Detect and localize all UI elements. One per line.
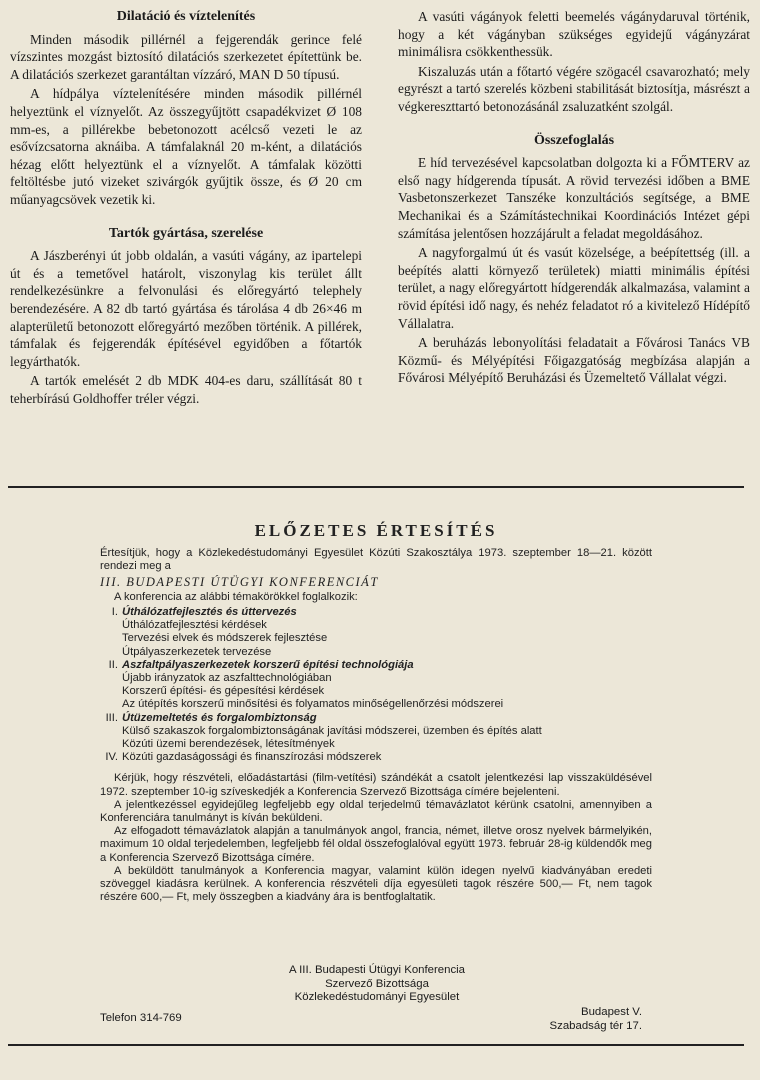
paragraph: Kiszaluzás után a főtartó végére szögacél csavarozható; mely egyrészt a tartó szerelés közbeni stabilitását biztosítja, másrészt a végkereszttartó betonozásánál zsaluzatként szolgál. [398, 63, 750, 114]
notice-paragraph: A beküldött tanulmányok a Konferencia magyar, valamint külön idegen nyelvű kiadványában eredeti szöveggel kiadásra kerülnek. A konferencia részvételi díja egyesületi tagok részére 500,— Ft, nem tagok részére 600,— Ft, mely összegben a kiadvány ára is bentfoglaltatik. [100, 864, 652, 904]
divider-top [8, 486, 744, 488]
notice-intro: Értesítjük, hogy a Közlekedéstudományi Egyesület Közúti Szakosztálya 1973. szeptember 18—21. között rendezi meg a [100, 547, 652, 573]
section-heading-summary: Összefoglalás [533, 132, 615, 148]
paragraph: Minden második pillérnél a fejgerendák gerince felé vízszintes mozgást biztosító dilatációs szerkezetet építettünk be. A dilatációs szerkezet garantáltan vízzáró, MAN D 50 típusú. [10, 31, 362, 82]
signature-block [262, 964, 492, 1005]
phone-number: Telefon 314-769 [100, 1012, 182, 1024]
right-column [398, 8, 750, 389]
subtopic: Korszerű építési- és gépesítési kérdések [122, 685, 325, 698]
paragraph: E híd tervezésével kapcsolatban dolgozta ki a FŐMTERV az első nagy hídgerenda típusát. A rövid tervezési időben a BME Vasbetonszerkezet Tanszéke konzultációs segítsége, a BME Mechanikai és a Számítástechnikai Koordinációs Intézet gépi számítása jelentősen hozzájárult a feladat megoldásához. [398, 155, 750, 241]
topics-intro: A konferencia az alábbi témakörökkel foglalkozik: [114, 590, 358, 603]
topic-title: Útüzemeltetés és forgalombiztonság [122, 711, 317, 724]
notice-paragraph: Kérjük, hogy részvételi, előadástartási (film-vetítési) szándékát a csatolt jelentkezési lap visszaküldésével 1972. szeptember 10-ig szíveskedjék a Konferencia Szervező Bizottsága címére bejelenteni. [100, 772, 652, 798]
section-heading-girders: Tartók gyártása, szerelése [108, 225, 264, 241]
divider-bottom [8, 1044, 744, 1046]
paragraph: A nagyforgalmú út és vasút közelsége, a beépítettség (ill. a beépítés alatti környező területek) miatti minimális építési terület, a nagy előregyártott hídgerendák alkalmazása, valamint a rövid építési idő nagy, és nehéz feladatot ró a kivitelező Hídépítő Vállalatra. [398, 245, 750, 331]
subtopic: Újabb irányzatok az aszfalttechnológiában [122, 672, 332, 685]
topic-item [100, 659, 652, 672]
subtopic: Tervezési elvek és módszerek fejlesztése [122, 632, 328, 645]
paragraph: A vasúti vágányok feletti beemelés vágánydaruval történik, hogy a két vágányban szükséges egyidejű vágányzárat minimálisra csökkenthessük. [398, 9, 750, 60]
subtopic: Útpályaszerkezetek tervezése [122, 645, 272, 658]
topic-number: IV. [105, 751, 118, 764]
paragraph: A hídpálya víztelenítésére minden második pillérnél helyeztünk el víznyelőt. Az összegyűjtött csapadékvizet Ø 108 mm-es, a pillérekbe bebetonozott acélcső vezeti le az esővízcsatorna aknáiba. A támfalaknál 20 m-ként, a dilatációs hézag előtt helyeztünk el a víznyelőt. A támfalak közötti feltöltésbe jutó vizeket szivárgók gyűjtik össze, és Ø 20 cm műanyagcsövek vezetik ki. [10, 86, 362, 207]
topic-item [100, 751, 652, 764]
topic-item [100, 606, 652, 619]
paragraph: A tartók emelését 2 db MDK 404-es daru, szállítását 80 t teherbírású Goldhoffer tréler végzi. [10, 373, 362, 406]
address-line: Budapest V. [580, 1006, 642, 1018]
left-column [10, 8, 362, 409]
paragraph: A Jászberényi út jobb oldalán, a vasúti vágány, az ipartelepi út és a temetővel határolt, viszonylag kis terület állt rendelkezésünkre a felvonulási és előregyártó telephely berendezésére. A 82 db tartó gyártása és tárolása 4 db 26×46 m alapterületű betonozott előregyártó mezőben történik. A pillérek, támfalak és fejgerendák építésével egyidőben a főtartók legyárthatók. [10, 248, 362, 369]
topic-number: II. [108, 658, 118, 671]
paragraph: A beruházás lebonyolítási feladatait a Fővárosi Tanács VB Közmű- és Mélyépítési Főigazgatóság megbízása alapján a Fővárosi Mélyépítő Beruházási és Üzemeltető Vállalat végzi. [398, 335, 750, 386]
section-heading-dilatation: Dilatáció és víztelenítés [116, 9, 256, 24]
notice-paragraph: A jelentkezéssel egyidejűleg legfeljebb egy oldal terjedelmű témavázlatot kérünk csatolni, amennyiben a Konferenciára tanulmányt is kíván beküldeni. [100, 798, 652, 825]
signature-line: Közlekedéstudományi Egyesület [294, 991, 460, 1003]
notice-paragraph: Az elfogadott témavázlatok alapján a tanulmányok angol, francia, német, illetve orosz nyelvek bármelyikén, maximum 10 oldal terjedelemben, legfeljebb fél oldal összefoglalóval együtt 1973. február 28-ig küldendők meg a Konferencia Szervező Bizottsága címére. [100, 825, 652, 864]
conference-name: III. BUDAPESTI ÚTÜGYI KONFERENCIÁT [100, 574, 379, 589]
topic-title: Közúti gazdaságossági és finanszírozási módszerek [122, 751, 382, 764]
topic-number: III. [105, 711, 118, 724]
topic-number: I. [111, 606, 118, 619]
address-line: Szabadság tér 17. [549, 1019, 642, 1032]
subtopic: Az útépítés korszerű minősítési és folyamatos minőségellenőrzési módszerei [122, 698, 504, 711]
subtopic: Külső szakaszok forgalombiztonságának javítási módszerei, üzemben és építés alatt [122, 724, 542, 737]
signature-line: A III. Budapesti Útügyi Konferencia [288, 964, 466, 976]
address-block [532, 1006, 642, 1033]
topics-list [100, 606, 652, 764]
notice-block [100, 521, 652, 904]
subtopic: Úthálózatfejlesztési kérdések [122, 619, 267, 632]
topic-item [100, 712, 652, 725]
subtopic: Közúti üzemi berendezések, létesítmények [122, 738, 335, 751]
topic-title: Aszfaltpályaszerkezetek korszerű építési technológiája [122, 658, 414, 671]
signature-line: Szervező Bizottsága [325, 977, 429, 990]
topic-title: Úthálózatfejlesztés és úttervezés [122, 606, 297, 619]
notice-title: ELŐZETES ÉRTESÍTÉS [254, 521, 498, 540]
